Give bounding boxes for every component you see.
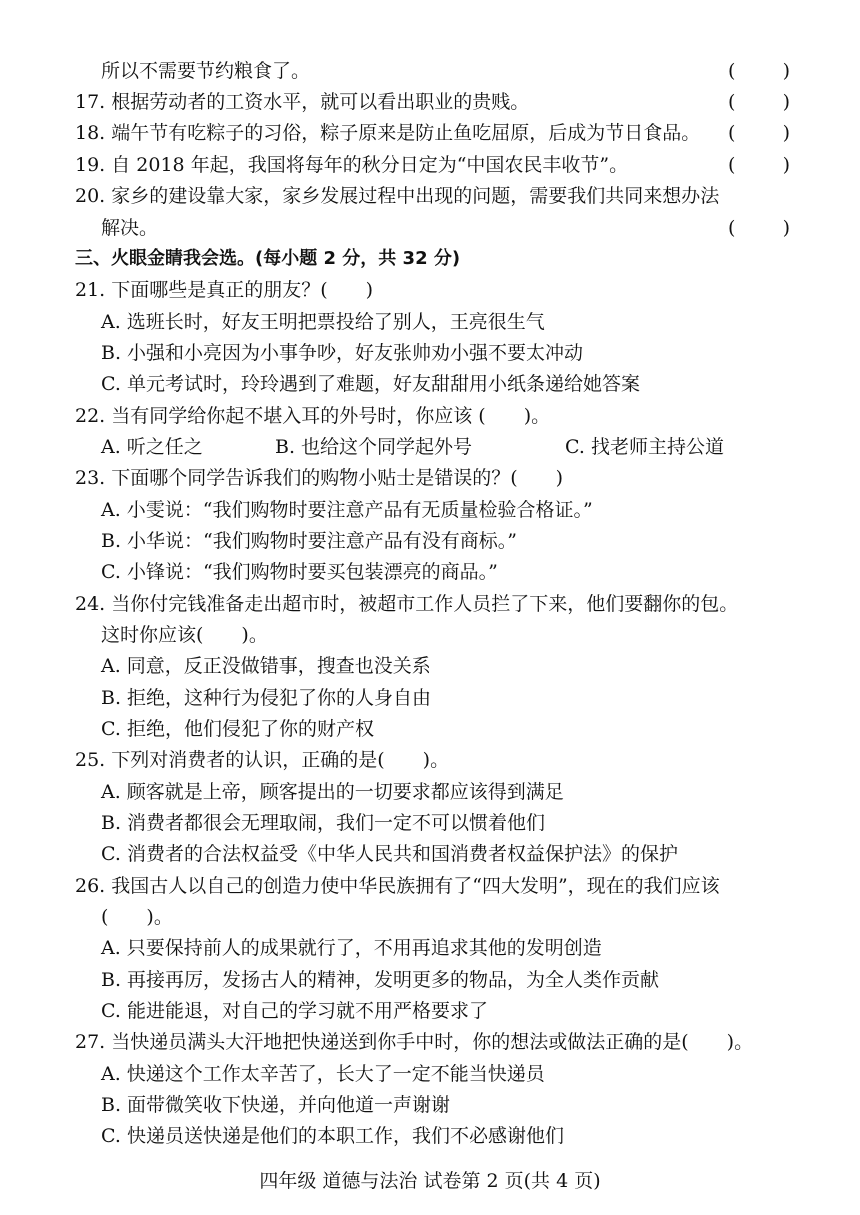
question-27-option-b — [0, 1090, 860, 1120]
footer-text: 四年级 道德与法治 试卷第 2 页(共 4 页) — [259, 1170, 601, 1192]
option-text: A. 快递这个工作太辛苦了，长大了一定不能当快递员 — [101, 1063, 545, 1085]
question-text: 19. 自 2018 年起，我国将每年的秋分日定为“中国农民丰收节”。 — [75, 154, 629, 176]
option-text: B. 小华说：“我们购物时要注意产品有没有商标。” — [101, 530, 517, 552]
option-c: C. 找老师主持公道 — [565, 436, 724, 458]
question-stem: 27. 当快递员满头大汗地把快递送到你手中时，你的想法或做法正确的是( )。 — [75, 1031, 754, 1053]
option-text: A. 顾客就是上帝，顾客提出的一切要求都应该得到满足 — [101, 781, 564, 803]
question-26-option-b — [0, 965, 860, 995]
question-stem: 24. 当你付完钱准备走出超市时，被超市工作人员拦了下来，他们要翻你的包。 — [75, 593, 739, 615]
question-stem: 22. 当有同学给你起不堪入耳的外号时，你应该 ( )。 — [75, 405, 551, 427]
question-stem: 25. 下列对消费者的认识，正确的是( )。 — [75, 749, 450, 771]
option-text: A. 选班长时，好友王明把票投给了别人，王亮很生气 — [101, 311, 545, 333]
question-text: 18. 端午节有吃粽子的习俗，粽子原来是防止鱼吃屈原，后成为节日食品。 — [75, 122, 701, 144]
question-26-option-a — [0, 933, 860, 963]
question-23 — [0, 463, 860, 493]
question-25-option-b — [0, 808, 860, 838]
option-text: A. 同意，反正没做错事，搜查也没关系 — [101, 655, 431, 677]
option-text: C. 能进能退，对自己的学习就不用严格要求了 — [101, 1000, 488, 1022]
question-16-continuation: 所以不需要节约粮食了。 ( ) — [0, 56, 860, 86]
option-text: C. 单元考试时，玲玲遇到了难题，好友甜甜用小纸条递给她答案 — [101, 373, 640, 395]
option-text: B. 小强和小亮因为小事争吵，好友张帅劝小强不要太冲动 — [101, 342, 584, 364]
question-24-option-c — [0, 714, 860, 744]
section-3-heading — [0, 244, 860, 274]
question-26-continuation — [0, 902, 860, 932]
question-24-continuation — [0, 620, 860, 650]
question-text: 所以不需要节约粮食了。 — [101, 60, 311, 82]
question-text: 20. 家乡的建设靠大家，家乡发展过程中出现的问题，需要我们共同来想办法 — [75, 185, 720, 207]
option-text: B. 再接再厉，发扬古人的精神，发明更多的物品，为全人类作贡献 — [101, 969, 660, 991]
question-27-option-c — [0, 1121, 860, 1151]
question-21-option-b — [0, 338, 860, 368]
question-26 — [0, 871, 860, 901]
option-text: A. 只要保持前人的成果就行了，不用再追求其他的发明创造 — [101, 937, 602, 959]
question-24 — [0, 589, 860, 619]
question-stem: ( )。 — [101, 906, 173, 928]
section-title: 三、火眼金睛我会选。(每小题 2 分，共 32 分) — [75, 248, 461, 269]
question-21 — [0, 275, 860, 305]
question-24-option-b — [0, 683, 860, 713]
question-25-option-c — [0, 839, 860, 869]
question-20-continuation: 解决。 ( ) — [0, 213, 860, 243]
option-text: C. 消费者的合法权益受《中华人民共和国消费者权益保护法》的保护 — [101, 843, 678, 865]
option-text: A. 小雯说：“我们购物时要注意产品有无质量检验合格证。” — [101, 499, 593, 521]
question-stem: 26. 我国古人以自己的创造力使中华民族拥有了“四大发明”，现在的我们应该 — [75, 875, 720, 897]
question-stem: 21. 下面哪些是真正的朋友？( ) — [75, 279, 374, 301]
question-25-option-a — [0, 777, 860, 807]
question-21-option-a — [0, 307, 860, 337]
option-text: B. 消费者都很会无理取闹，我们一定不可以惯着他们 — [101, 812, 546, 834]
option-a: A. 听之任之 — [101, 436, 203, 458]
option-text: C. 小锋说：“我们购物时要买包装漂亮的商品。” — [101, 561, 498, 583]
option-text: C. 拒绝，他们侵犯了你的财产权 — [101, 718, 374, 740]
question-20 — [0, 181, 860, 211]
question-23-option-a — [0, 495, 860, 525]
question-stem: 这时你应该( )。 — [101, 624, 268, 646]
question-25 — [0, 745, 860, 775]
question-text: 解决。 — [101, 217, 159, 239]
question-23-option-c — [0, 557, 860, 587]
question-stem: 23. 下面哪个同学告诉我们的购物小贴士是错误的？( ) — [75, 467, 564, 489]
option-text: C. 快递员送快递是他们的本职工作，我们不必感谢他们 — [101, 1125, 564, 1147]
question-24-option-a — [0, 651, 860, 681]
option-text: B. 拒绝，这种行为侵犯了你的人身自由 — [101, 687, 432, 709]
question-22 — [0, 401, 860, 431]
option-text: B. 面带微笑收下快递，并向他道一声谢谢 — [101, 1094, 451, 1116]
page-footer — [0, 1166, 860, 1196]
question-27 — [0, 1027, 860, 1057]
question-22-options — [0, 432, 860, 462]
question-19: 19. 自 2018 年起，我国将每年的秋分日定为“中国农民丰收节”。 ( ) — [0, 150, 860, 180]
question-17: 17. 根据劳动者的工资水平，就可以看出职业的贵贱。 ( ) — [0, 87, 860, 117]
question-18: 18. 端午节有吃粽子的习俗，粽子原来是防止鱼吃屈原，后成为节日食品。 ( ) — [0, 118, 860, 148]
question-27-option-a — [0, 1059, 860, 1089]
question-text: 17. 根据劳动者的工资水平，就可以看出职业的贵贱。 — [75, 91, 530, 113]
question-26-option-c — [0, 996, 860, 1026]
option-b: B. 也给这个同学起外号 — [275, 436, 473, 458]
question-21-option-c — [0, 369, 860, 399]
question-23-option-b — [0, 526, 860, 556]
